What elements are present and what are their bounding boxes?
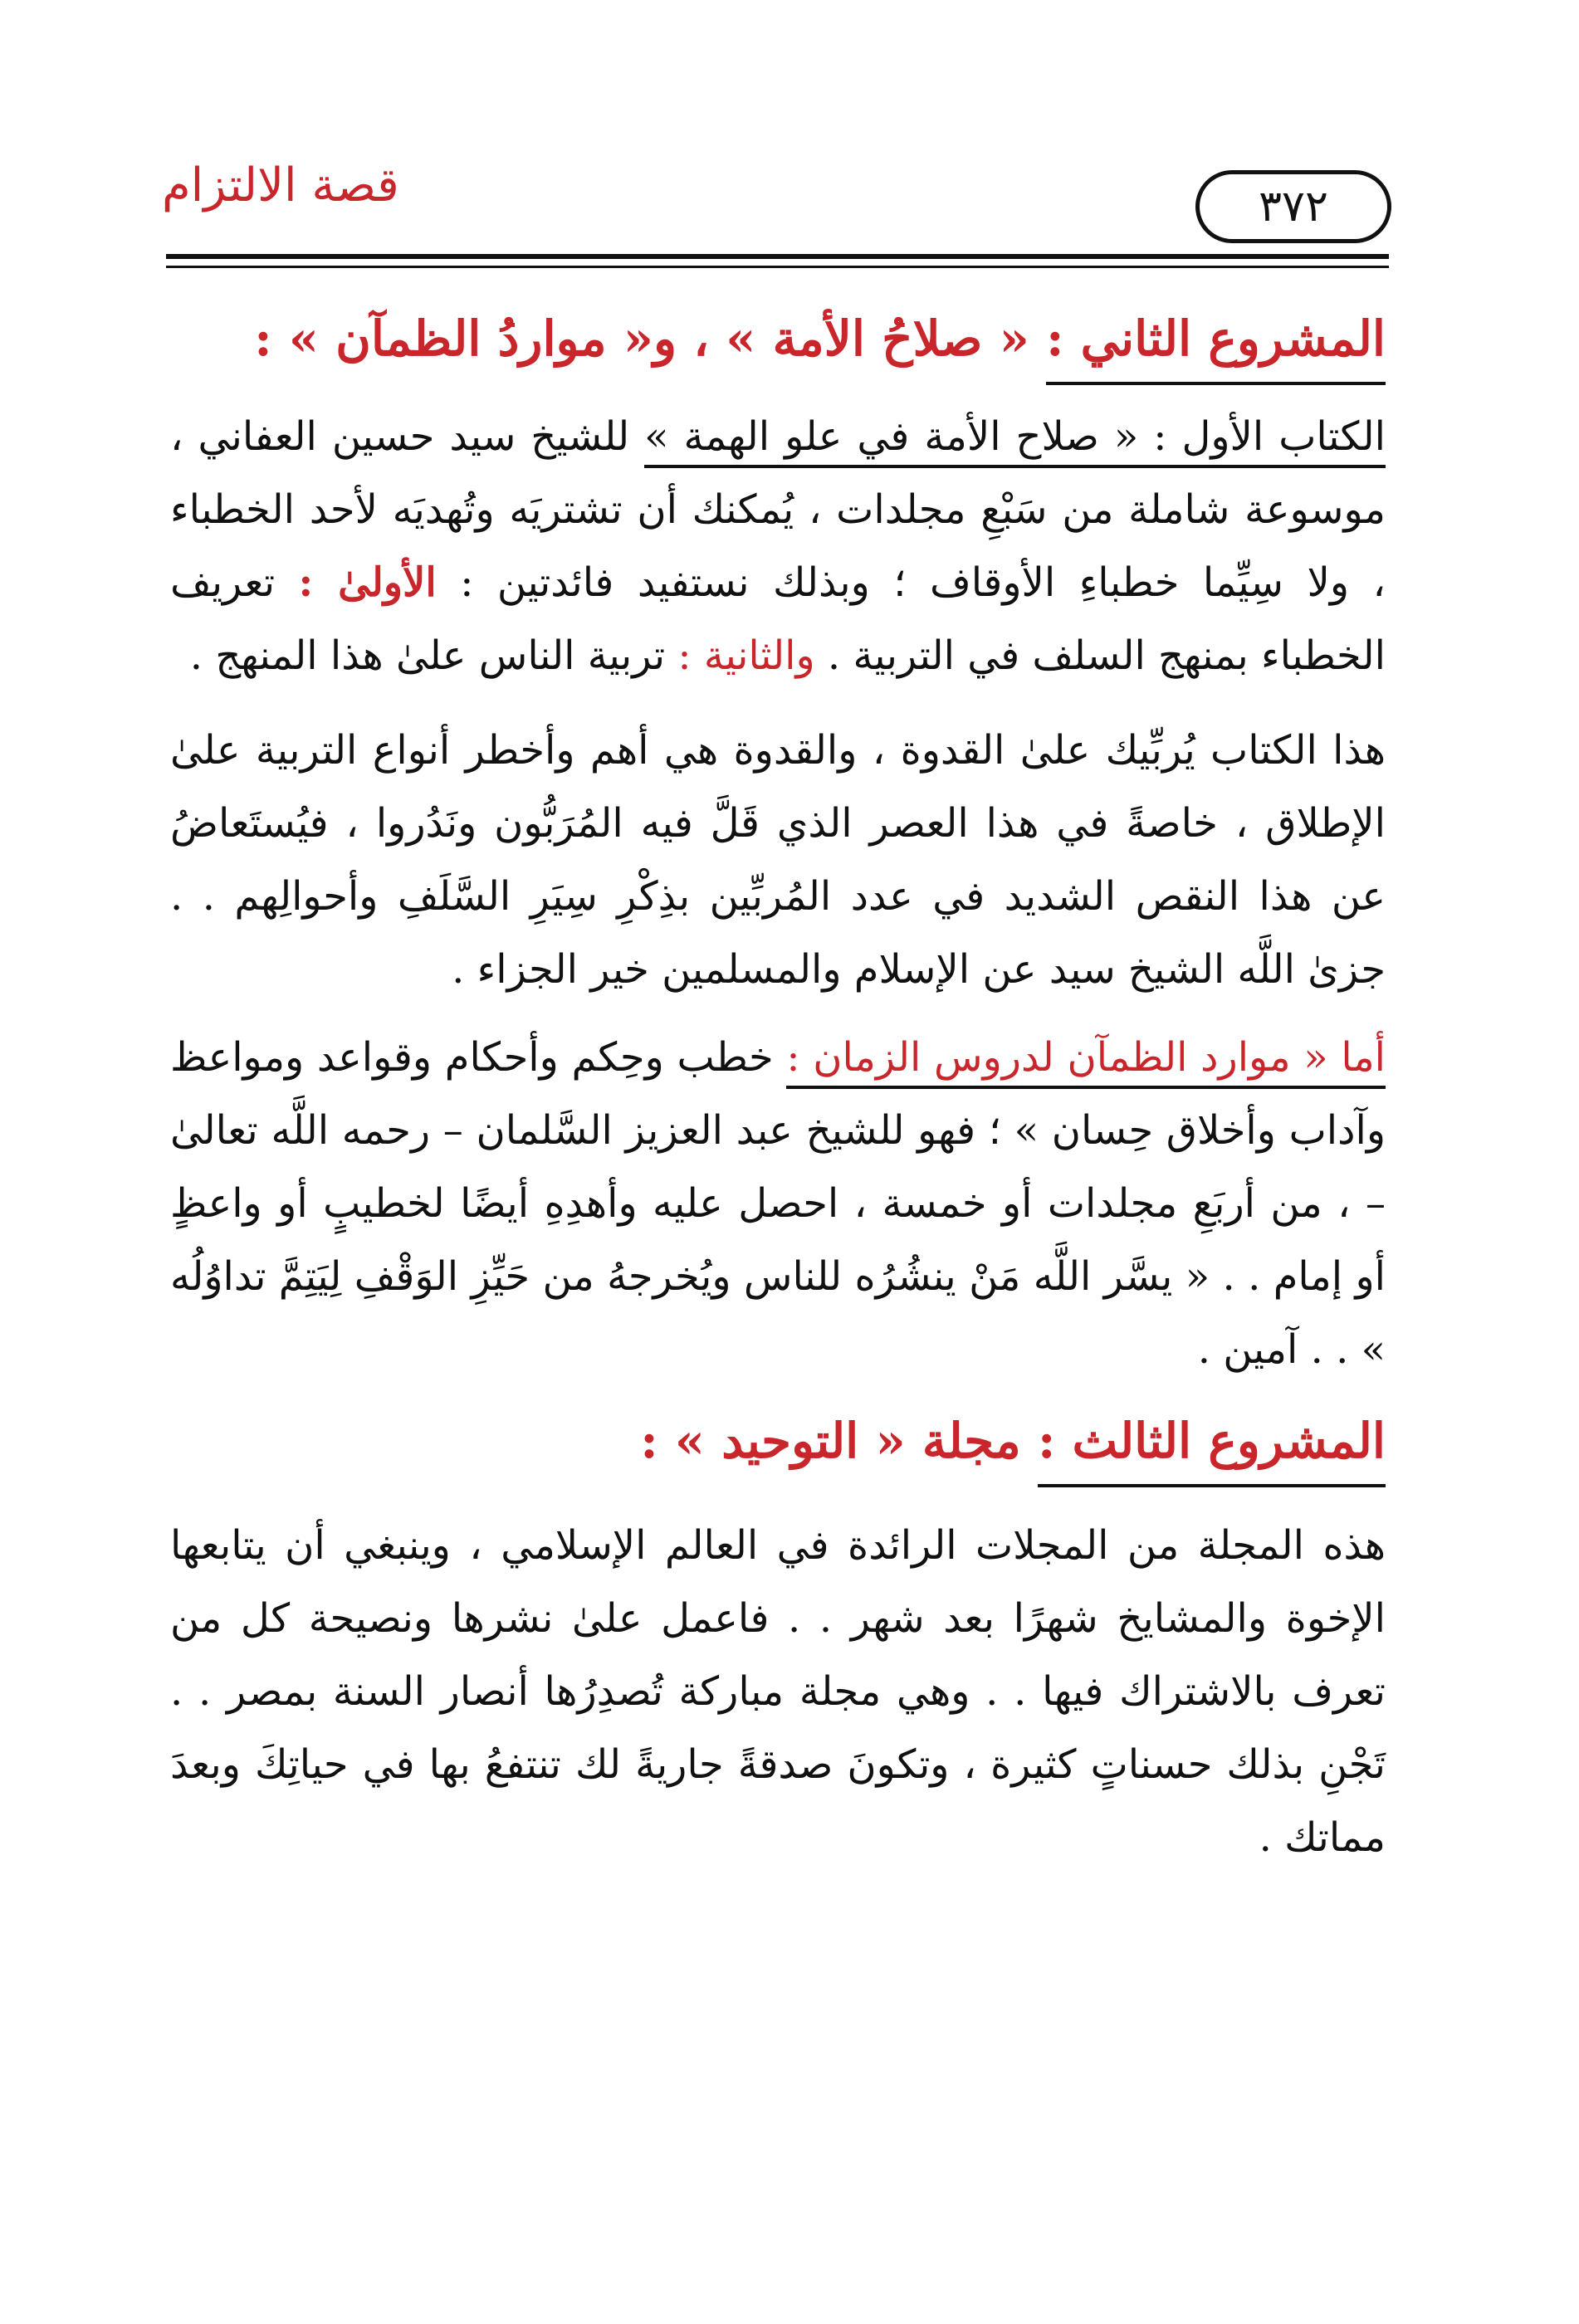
second-benefit-label: والثانية :	[677, 632, 815, 679]
book-one-description: للشيخ سيد حسين العفاني ، موسوعة شاملة من سَبْعِ مجلدات ، يُمكنك أن تشتريَه وتُهديَه لأحد الخطباء ، ولا سِيِّما خطباءِ الأوقاف ؛ وبذلك نستفيد فائدتين :	[170, 413, 1386, 606]
paragraph-book-one-commentary: هذا الكتاب يُربِّيك علىٰ القدوة ، والقدوة هي أهم وأخطر أنواع التربية علىٰ الإطلاق ، خاصةً في هذا العصر الذي قَلَّ فيه المُرَبُّون ونَدُروا ، فيُستَعاضُ عن هذا النقص الشديد في عدد المُربِّين بذِكْرِ سِيَرِ السَّلَفِ وأحوالِهم . . جزىٰ اللَّه الشيخ سيد عن الإسلام والمسلمين خير الجزاء .	[170, 727, 1386, 993]
section-heading-project-2	[170, 299, 1386, 385]
heading-label: المشروع الثالث :	[1038, 1401, 1386, 1487]
first-benefit-label: الأولىٰ :	[298, 559, 437, 606]
header-rule-thick	[166, 254, 1389, 259]
page-number: ٣٧٢	[1259, 182, 1328, 232]
book-two-description: خطب وحِكم وأحكام وقواعد ومواعظ وآداب وأخلاق حِسان » ؛ فهو للشيخ عبد العزيز السَّلمان – رحمه اللَّه تعالىٰ – ، من أربَعِ مجلدات أو خمسة ، احصل عليه وأهدِهِ أيضًا لخطيبٍ أو واعظٍ أو إمام . . « يسَّر اللَّه مَنْ ينشُرُه للناس ويُخرجهُ من حَيِّزِ الوَقْفِ لِيَتِمَّ تداوُلُه » . . آمين .	[170, 1034, 1386, 1373]
heading-label: المشروع الثاني :	[1046, 299, 1386, 385]
section-heading-project-3	[170, 1401, 1386, 1487]
running-title: قصة الالتزام	[162, 159, 399, 212]
second-benefit-text: تربية الناس علىٰ هذا المنهج .	[189, 632, 666, 679]
paragraph-book-one	[170, 400, 1386, 692]
first-benefit-text: تعريف الخطباء بمنهج السلف في التربية .	[170, 559, 1386, 679]
book-two-title: أما « موارد الظمآن لدروس الزمان :	[786, 1034, 1386, 1089]
heading-title: « صلاحُ الأمة » ، و« مواردُ الظمآن » :	[254, 310, 1029, 367]
paragraph-book-two	[170, 1021, 1386, 1386]
paragraph-magazine: هذه المجلة من المجلات الرائدة في العالم الإسلامي ، وينبغي أن يتابعها الإخوة والمشايخ شهرًا بعد شهر . . فاعمل علىٰ نشرها ونصيحة كل من تعرف بالاشتراك فيها . . وهي مجلة مباركة تُصدِرُها أنصار السنة بمصر . . تَجْنِ بذلك حسناتٍ كثيرة ، وتكونَ صدقةً جاريةً لك تنتفعُ بها في حياتِكَ وبعدَ مماتك .	[170, 1522, 1386, 1861]
page-number-badge	[1195, 170, 1391, 243]
header-rule-thin	[166, 266, 1389, 268]
heading-title: مجلة « التوحيد » :	[640, 1413, 1021, 1469]
page-body	[170, 299, 1386, 1874]
book-one-title: الكتاب الأول : « صلاح الأمة في علو الهمة »	[644, 413, 1386, 468]
